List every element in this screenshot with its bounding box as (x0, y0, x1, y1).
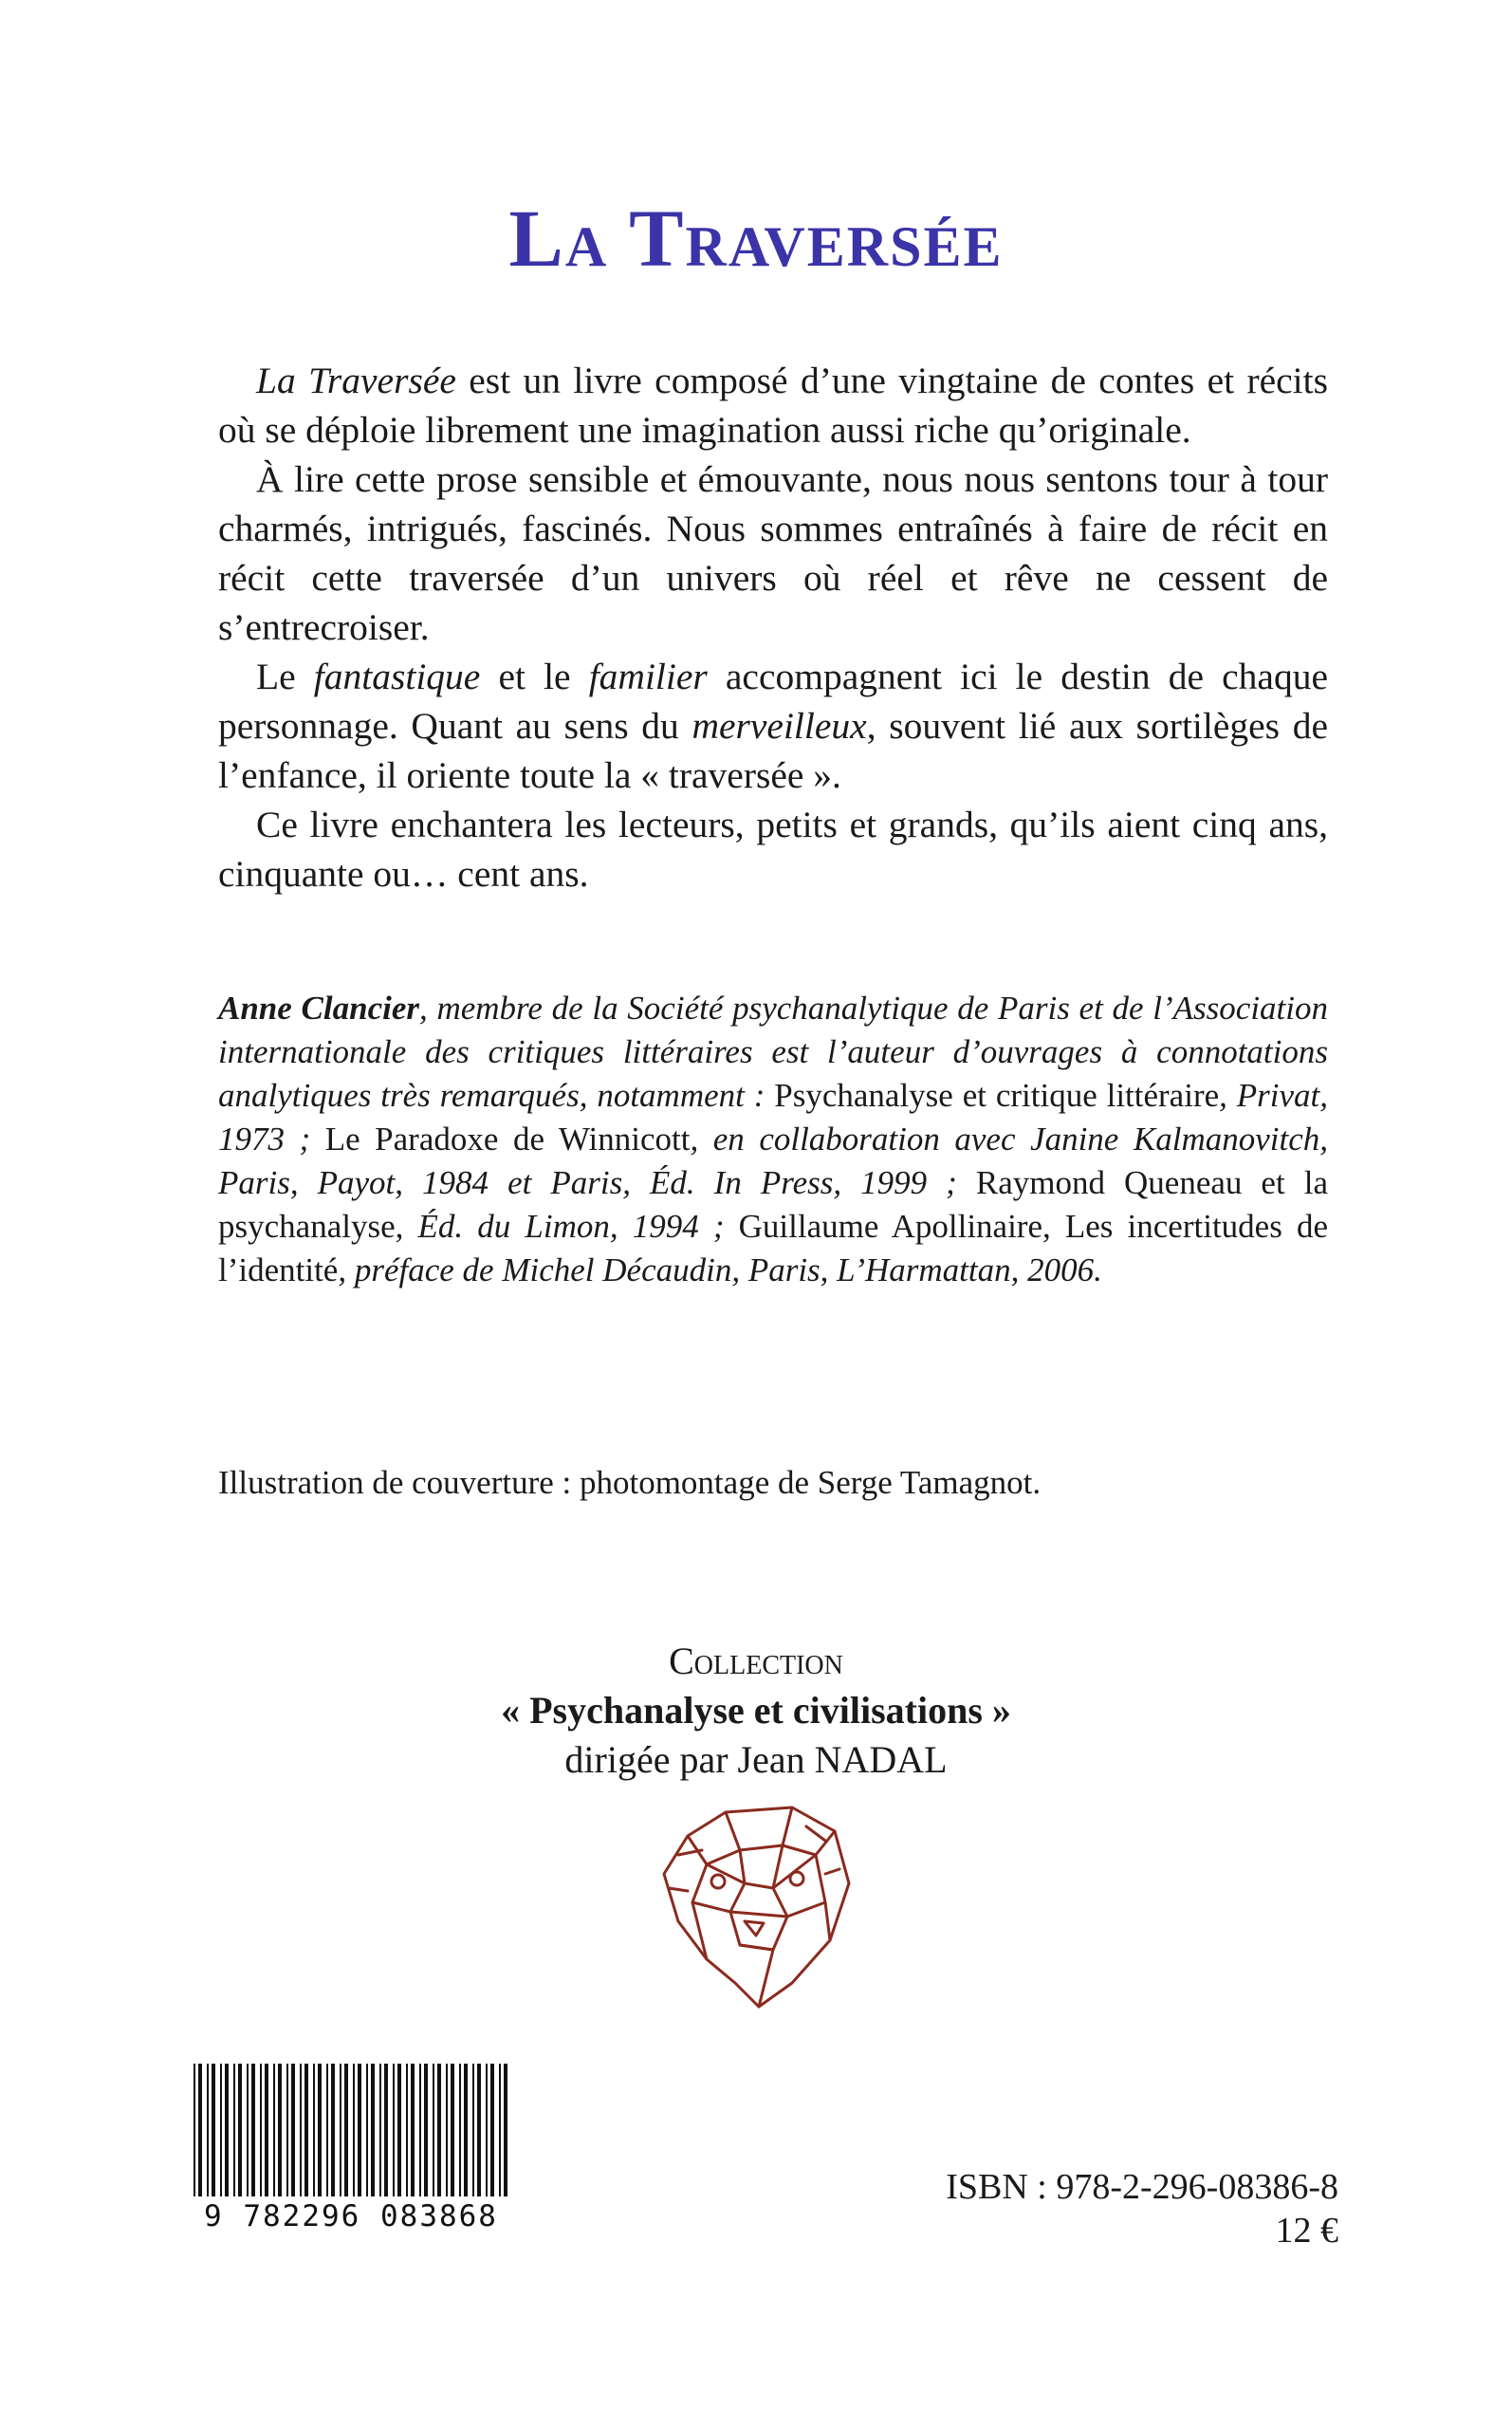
barcode-bar (233, 2064, 235, 2196)
barcode-bar (251, 2064, 255, 2196)
barcode-bar (273, 2064, 275, 2196)
bio-run: Le Paradoxe de Winnicott (324, 1121, 691, 1158)
book-title: La Traversée (508, 192, 1004, 284)
blurb-run: est un livre composé d’une vingtaine de contes et récits où se déploie librement une imagination aussi riche qu’originale. (218, 360, 1329, 451)
collection-name: « Psychanalyse et civilisations » (501, 1689, 1011, 1732)
barcode-bar (212, 2064, 215, 2196)
barcode-bar (260, 2064, 262, 2196)
bio-run: Psychanalyse et critique littéraire (774, 1077, 1220, 1114)
barcode-bar (490, 2064, 494, 2196)
collection-block (0, 1637, 1512, 1785)
collection-director: dirigée par Jean NADAL (564, 1738, 948, 1781)
barcode-bar (291, 2064, 295, 2196)
barcode-bar (286, 2064, 288, 2196)
barcode-bar (486, 2064, 488, 2196)
barcode-bar (433, 2064, 434, 2196)
barcode-bar (194, 2064, 195, 2196)
barcode-bar (238, 2064, 242, 2196)
bio-run: , en collaboration avec Janine Kalmanovitch, Paris, Payot, 1984 et Paris, Éd. In Press, 1999 ; (218, 1121, 1328, 1201)
barcode-bar (379, 2064, 381, 2196)
barcode-bar (344, 2064, 348, 2196)
back-cover-blurb (218, 356, 1328, 899)
blurb-run: Le (256, 656, 314, 697)
barcode-bar (300, 2064, 302, 2196)
barcode-bar (397, 2064, 401, 2196)
barcode-bar (331, 2064, 335, 2196)
barcode-digits: 9 782296 083868 (204, 2199, 498, 2233)
blurb-run: et le (480, 656, 589, 697)
author-bio (218, 987, 1328, 1292)
isbn-price-block (946, 2165, 1338, 2252)
barcode-bar (220, 2064, 222, 2196)
blurb-run: accompagnent ici le destin de chaque personnage. Quant au sens du (218, 656, 1328, 747)
barcode-bar (207, 2064, 209, 2196)
blurb-run: fantastique (313, 656, 481, 697)
barcode-bar (384, 2064, 388, 2196)
bio-run: Raymond Queneau et la psychanalyse (218, 1164, 1328, 1245)
illustration-credit: Illustration de couverture : photomontage de Serge Tamagnot. (218, 1464, 1042, 1501)
barcode-bar (446, 2064, 448, 2196)
bio-run: , préface de Michel Décaudin, Paris, L’Harmattan, 2006. (338, 1251, 1102, 1288)
barcode-bar (278, 2064, 282, 2196)
mask-face-logo-icon (650, 1798, 858, 2011)
blurb-run: familier (588, 656, 708, 697)
barcode-bar (472, 2064, 474, 2196)
bio-run: , Éd. du Limon, 1994 ; (395, 1208, 739, 1245)
barcode-bar (304, 2064, 308, 2196)
barcode-bar (340, 2064, 341, 2196)
barcode-bar (265, 2064, 268, 2196)
barcode-bar (225, 2064, 229, 2196)
barcode-bar (464, 2064, 468, 2196)
barcode-bar (198, 2064, 202, 2196)
blurb-run: La Traversée (256, 360, 456, 401)
bio-run: , membre de la Société psychanalytique de Paris et de l’Association internationale des critiques littéraires est l’auteur d’ouvrages à connotations analytiques très remarqués, notamment : (218, 990, 1328, 1114)
blurb-run: Ce livre enchantera les lecteurs, petits et grands, qu’ils aient cinq ans, cinquante ou… cent ans. (218, 804, 1328, 895)
barcode-bar (326, 2064, 328, 2196)
barcode-bar (437, 2064, 441, 2196)
bio-run: Anne Clancier (218, 990, 419, 1027)
barcode-bar (358, 2064, 361, 2196)
barcode-bar (459, 2064, 461, 2196)
barcode-bar (451, 2064, 454, 2196)
barcode-bar (393, 2064, 395, 2196)
barcode-bar (419, 2064, 421, 2196)
blurb-paragraph (218, 454, 1328, 652)
barcode-bar (318, 2064, 322, 2196)
bio-run: Guillaume Apollinaire, Les incertitudes de l’identité (218, 1208, 1328, 1288)
barcode-bar (247, 2064, 249, 2196)
barcode-bar (411, 2064, 415, 2196)
barcode-bar (353, 2064, 355, 2196)
barcode-bar (424, 2064, 428, 2196)
barcode-bar (499, 2064, 501, 2196)
collection-label: Collection (669, 1640, 843, 1682)
blurb-paragraph (218, 356, 1328, 454)
bio-run: , Privat, 1973 ; (218, 1077, 1328, 1158)
barcode-bars (190, 2064, 512, 2196)
barcode-bar (371, 2064, 375, 2196)
price: 12 € (1275, 2211, 1338, 2251)
blurb-paragraph (218, 800, 1328, 899)
barcode-bar (406, 2064, 408, 2196)
barcode-bar (477, 2064, 481, 2196)
barcode-bar (504, 2064, 507, 2196)
isbn-number: ISBN : 978-2-296-08386-8 (946, 2167, 1338, 2207)
blurb-run: À lire cette prose sensible et émouvante, nous nous sentons tour à tour charmés, intrigués, fascinés. Nous sommes entraînés à faire de récit en récit cette traversée d’un univers où réel et rêve ne cessent de s’entrecroiser. (218, 458, 1328, 648)
blurb-paragraph (218, 652, 1328, 800)
blurb-run: merveilleux (691, 705, 867, 747)
barcode-bar (366, 2064, 368, 2196)
logo-drawing (650, 1798, 858, 2011)
blurb-run: , souvent lié aux sortilèges de l’enfance, il oriente toute la « traversée ». (218, 705, 1329, 796)
author-bio-text (218, 987, 1328, 1292)
barcode-bar (313, 2064, 315, 2196)
